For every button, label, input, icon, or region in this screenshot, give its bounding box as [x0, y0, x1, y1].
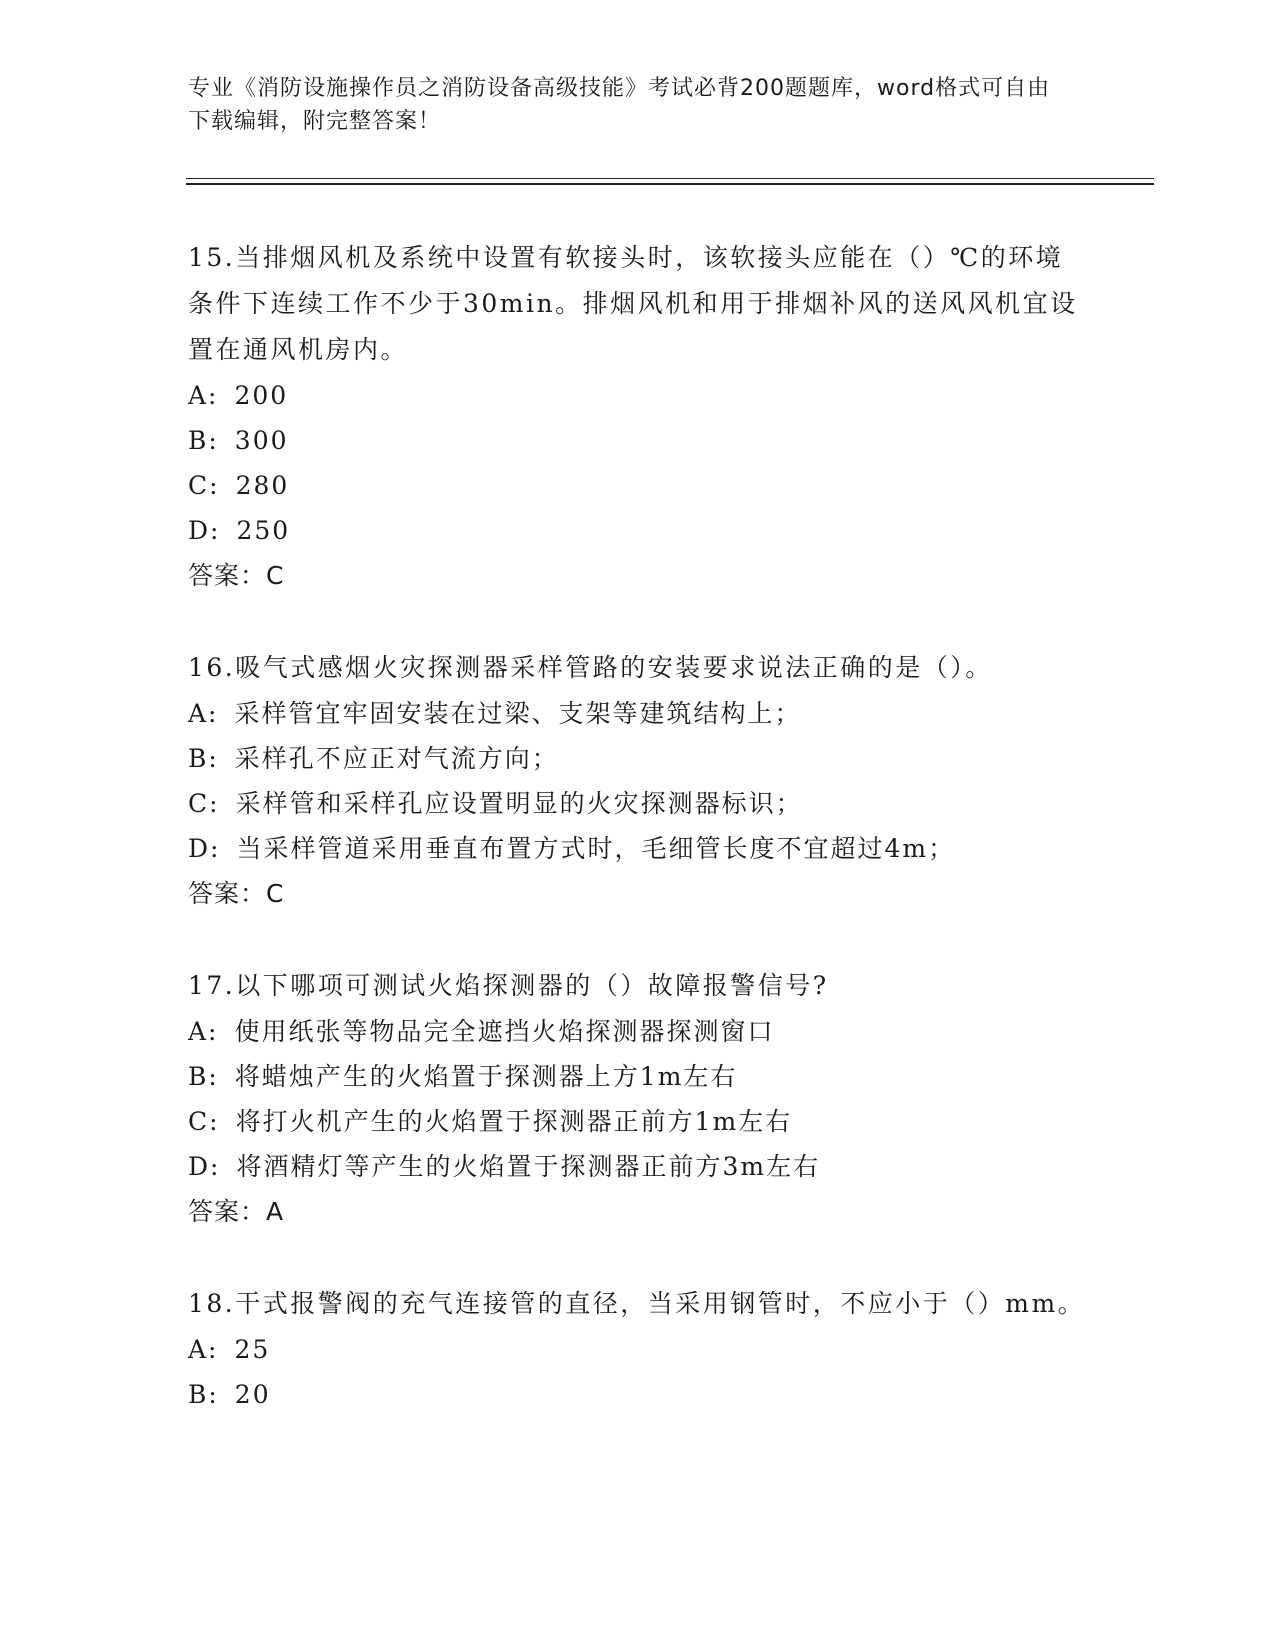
option-b: B: 300: [188, 426, 289, 455]
question-16: [188, 645, 1088, 917]
option-b: B: 采样孔不应正对气流方向；: [188, 744, 559, 773]
question-17: [188, 963, 1088, 1235]
option-a: A: 采样管宜牢固安装在过梁、支架等建筑结构上；: [188, 699, 802, 728]
option-b: B: 将蜡烛产生的火焰置于探测器上方1m左右: [188, 1062, 738, 1091]
question-list: [188, 235, 1088, 1463]
question-stem: 15.当排烟风机及系统中设置有软接头时，该软接头应能在（）℃的环境条件下连续工作不少于30min。排烟风机和用于排烟补风的送风风机宜设置在通风机房内。: [188, 243, 1078, 364]
question-stem: 17.以下哪项可测试火焰探测器的（）故障报警信号?: [188, 971, 829, 1000]
document-header: 专业《消防设施操作员之消防设备高级技能》考试必背200题题库，word格式可自由下载编辑，附完整答案！: [188, 76, 1051, 134]
header-divider-thick: [186, 183, 1154, 185]
question-18: [188, 1281, 1088, 1417]
option-d: D: 250: [188, 516, 291, 545]
question-stem: 18.干式报警阀的充气连接管的直径，当采用钢管时，不应小于（）mm。: [188, 1289, 1086, 1318]
option-d: D: 将酒精灯等产生的火焰置于探测器正前方3m左右: [188, 1152, 821, 1181]
answer: 答案：A: [188, 1197, 285, 1226]
option-b: B: 20: [188, 1380, 271, 1409]
option-c: C: 280: [188, 471, 290, 500]
header-divider: [186, 178, 1154, 179]
option-c: C: 采样管和采样孔应设置明显的火灾探测器标识；: [188, 789, 803, 818]
option-a: A: 使用纸张等物品完全遮挡火焰探测器探测窗口: [188, 1017, 775, 1046]
option-a: A: 25: [188, 1335, 271, 1364]
option-c: C: 将打火机产生的火焰置于探测器正前方1m左右: [188, 1107, 793, 1136]
option-a: A: 200: [188, 381, 289, 410]
option-d: D: 当采样管道采用垂直布置方式时，毛细管长度不宜超过4m；: [188, 834, 956, 863]
answer: 答案：C: [188, 879, 285, 908]
answer: 答案：C: [188, 561, 285, 590]
question-15: [188, 235, 1088, 599]
question-stem: 16.吸气式感烟火灾探测器采样管路的安装要求说法正确的是（）。: [188, 653, 993, 682]
